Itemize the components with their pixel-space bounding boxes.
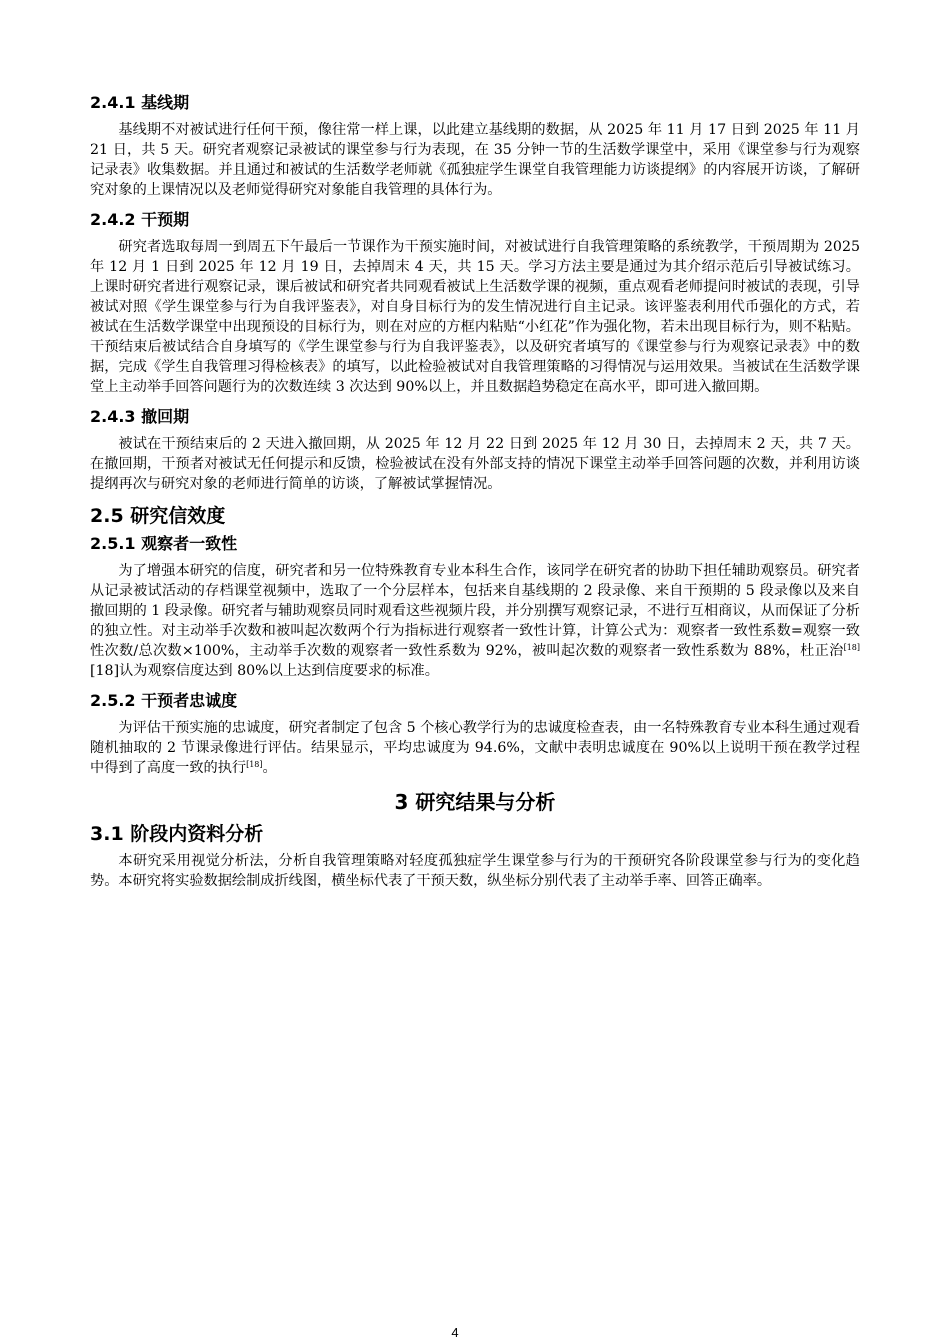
paragraph-results: 本研究采用视觉分析法，分析自我管理策略对轻度孤独症学生课堂参与行为的干预研究各阶段课堂参与行为的变化趋势。本研究将实验数据绘制成折线图，横坐标代表了干预天数，纵坐标分别代表了主动举手率、回答正确率。 bbox=[90, 853, 860, 889]
paragraph-intervention: 研究者选取每周一到周五下午最后一节课作为干预实施时间，对被试进行自我管理策略的系统教学，干预周期为 2025 年 12 月 1 日到 2025 年 12 月 19 日，去掉周末 4 天，共 15 天。学习方法主要是通过为其介绍示范后引导被试练习。上课时研究者进行观察记录，课后被试和研究者共同观看被试上生活数学课的视频，重点观看老师提问时被试的表现，引导被试对照《学生课堂参与行为自我评鉴表》，对自身目标行为的发生情况进行自主记录。该评鉴表利用代币强化的方式，若被试在生活数学课堂中出现预设的目标行为，则在对应的方框内粘贴“小红花”作为强化物，若未出现目标行为，则不粘贴。干预结束后被试结合自身填写的《学生课堂参与行为自我评鉴表》，以及研究者填写的《课堂参与行为观察记录表》中的数据，完成《学生自我管理习得检核表》的填写，以此检验被试对自我管理策略的习得情况与运用效果。当被试在生活数学课堂上主动举手回答问题行为的次数连续 3 次达到 90%以上，并且数据趋势稳定在高水平，即可进入撤回期。 bbox=[90, 239, 860, 395]
paragraph-baseline: 基线期不对被试进行任何干预，像往常一样上课，以此建立基线期的数据，从 2025 年 11 月 17 日到 2025 年 11 月 21 日，共 5 天。研究者观察记录被试的课堂参与行为表现，在 35 分钟一节的生活数学课堂中，采用《课堂参与行为观察记录表》收集数据。并且通过和被试的生活数学老师就《孤独症学生课堂自我管理能力访谈提纲》的内容展开访谈，了解研究对象的上课情况以及老师觉得研究对象能自我管理的具体行为。 bbox=[90, 122, 860, 198]
section-heading-2-5: 2.5 研究信效度 bbox=[90, 505, 226, 527]
chapter-heading-3: 3 研究结果与分析 bbox=[394, 790, 556, 814]
page-number: 4 bbox=[451, 1325, 459, 1340]
page-body bbox=[90, 92, 861, 1340]
paragraph-withdrawal: 被试在干预结束后的 2 天进入撤回期，从 2025 年 12 月 22 日到 2025 年 12 月 30 日，去掉周末 2 天，共 7 天。在撤回期，干预者对被试无任何提示和反馈，检验被试在没有外部支持的情况下课堂主动举手回答问题的次数，并利用访谈提纲再次与研究对象的老师进行简单的访谈，了解被试掌握情况。 bbox=[90, 436, 860, 492]
section-heading-2-4-2: 2.4.2 干预期 bbox=[90, 210, 190, 229]
paragraph-text: 。 bbox=[262, 760, 277, 776]
paragraph-text: 为评估干预实施的忠诚度，研究者制定了包含 5 个核心教学行为的忠诚度检查表，由一名特殊教育专业本科生通过观看随机抽取的 2 节课录像进行评估。结果显示，平均忠诚度为 94.6%，文献中表明忠诚度在 90%以上说明干预在教学过程中得到了高度一致的执行 bbox=[90, 720, 861, 776]
citation-ref: [18] bbox=[843, 643, 860, 652]
section-heading-2-5-2: 2.5.2 干预者忠诚度 bbox=[90, 691, 238, 710]
section-heading-2-5-1: 2.5.1 观察者一致性 bbox=[90, 534, 238, 553]
paragraph-text: [18]认为观察信度达到 80%以上达到信度要求的标准。 bbox=[90, 663, 439, 679]
paragraph-observer-agreement bbox=[90, 561, 860, 681]
paragraph-text: 为了增强本研究的信度，研究者和另一位特殊教育专业本科生合作，该同学在研究者的协助下担任辅助观察员。研究者从记录被试活动的存档课堂视频中，选取了一个分层样本，包括来自基线期的 2 段录像、来自干预期的 5 段录像以及来自撤回期的 1 段录像。研究者与辅助观察员同时观看这些视频片段，并分别撰写观察记录，不进行互相商议，从而保证了分析的独立性。对主动举手次数和被叫起次数两个行为指标进行观察者一致性计算，计算公式为：观察者一致性系数=观察一致性次数/总次数×100%，主动举手次数的观察者一致性系数为 92%，被叫起次数的观察者一致性系数为 88%，杜正治 bbox=[90, 563, 860, 659]
citation-ref: [18] bbox=[246, 760, 263, 769]
section-heading-2-4-3: 2.4.3 撤回期 bbox=[90, 407, 190, 426]
section-heading-2-4-1: 2.4.1 基线期 bbox=[90, 93, 190, 112]
paragraph-fidelity bbox=[90, 718, 860, 778]
section-heading-3-1: 3.1 阶段内资料分析 bbox=[90, 823, 264, 845]
